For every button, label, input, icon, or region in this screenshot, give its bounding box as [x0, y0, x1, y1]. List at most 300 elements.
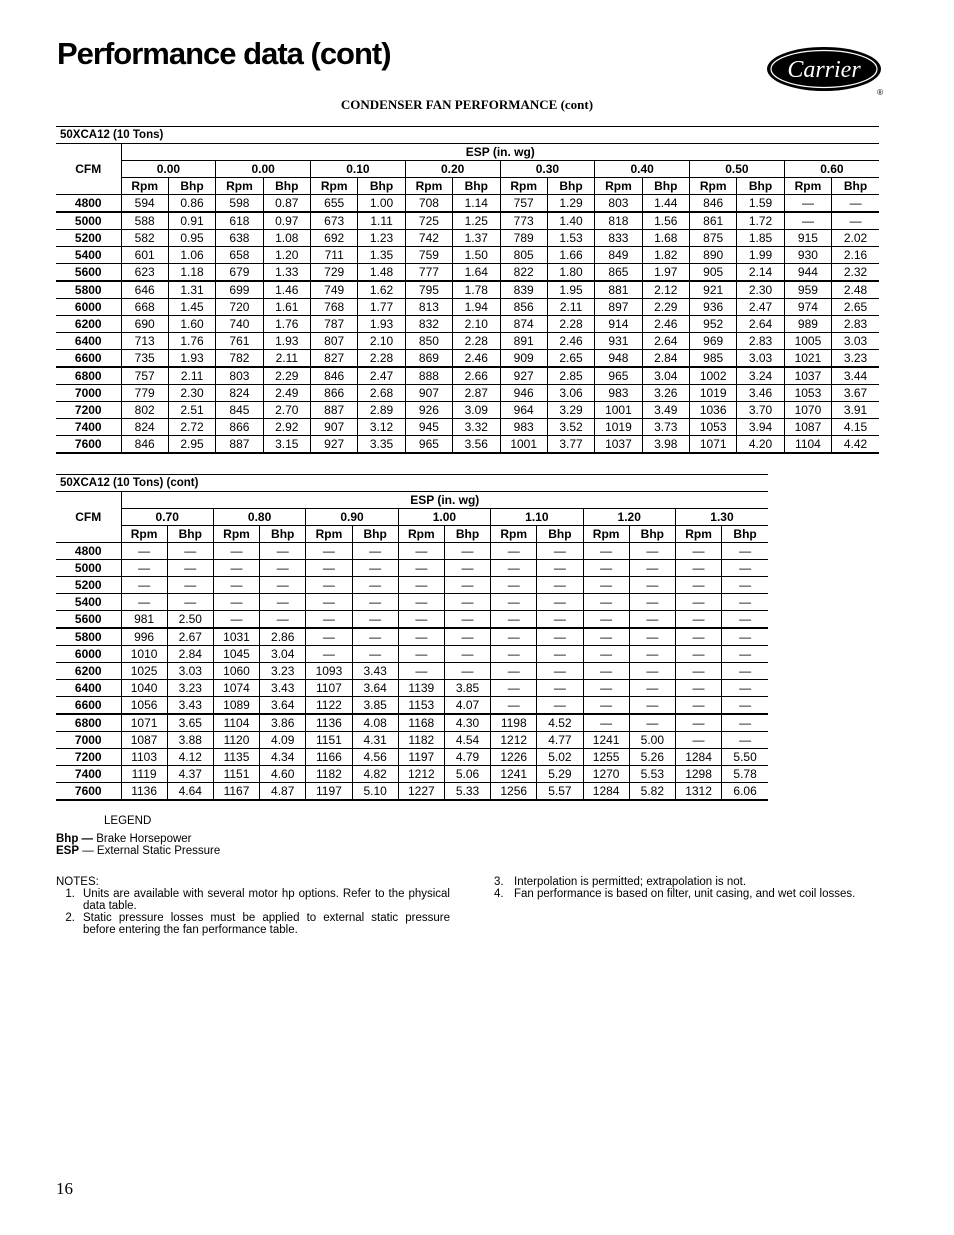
rpm-cell: —	[675, 714, 721, 732]
bhp-cell: 3.15	[263, 436, 310, 454]
bhp-cell: 2.68	[358, 385, 405, 402]
rpm-cell: 594	[121, 195, 168, 213]
bhp-cell: —	[352, 646, 398, 663]
rpm-cell: —	[675, 680, 721, 697]
rpm-cell: 959	[784, 281, 831, 299]
rpm-cell: 849	[595, 247, 642, 264]
esp-level: 0.40	[595, 161, 690, 178]
bhp-cell: 4.31	[352, 732, 398, 749]
rpm-cell: 759	[405, 247, 452, 264]
rpm-cell: —	[398, 646, 444, 663]
bhp-cell: —	[537, 560, 583, 577]
bhp-cell: —	[832, 195, 879, 213]
bhp-cell: —	[629, 646, 675, 663]
bhp-cell: —	[167, 543, 213, 560]
cfm-cell: 6800	[56, 714, 121, 732]
rpm-cell: 1040	[121, 680, 167, 697]
bhp-cell: —	[629, 543, 675, 560]
bhp-cell: 2.64	[737, 316, 784, 333]
rpm-cell: 945	[405, 419, 452, 436]
rpm-cell: 983	[500, 419, 547, 436]
rpm-cell: 729	[311, 264, 358, 282]
esp-level: 0.30	[500, 161, 595, 178]
bhp-cell: 2.14	[737, 264, 784, 282]
rpm-cell: 887	[311, 402, 358, 419]
rpm-cell: 983	[595, 385, 642, 402]
note-1: 1. Units are available with several motor hp options. Refer to the physical data table.	[65, 888, 450, 912]
cfm-cell: 6800	[56, 367, 121, 385]
bhp-cell: 1.31	[168, 281, 215, 299]
esp-level: 0.10	[311, 161, 406, 178]
cfm-cell: 5200	[56, 230, 121, 247]
bhp-cell: 3.29	[547, 402, 594, 419]
bhp-cell: 3.94	[737, 419, 784, 436]
rpm-cell: 1197	[306, 783, 352, 801]
bhp-cell: —	[629, 611, 675, 629]
rpm-cell: 1151	[306, 732, 352, 749]
bhp-cell: —	[444, 646, 490, 663]
rpm-cell: 673	[311, 212, 358, 230]
rpm-cell: —	[491, 628, 537, 646]
bhp-cell: 3.24	[737, 367, 784, 385]
rpm-cell: —	[583, 560, 629, 577]
bhp-cell: 3.32	[453, 419, 500, 436]
table-row	[56, 732, 768, 749]
rpm-cell: 1071	[121, 714, 167, 732]
bhp-cell: —	[260, 577, 306, 594]
rpm-header: Rpm	[500, 178, 547, 195]
rpm-cell: 1089	[213, 697, 259, 715]
rpm-cell: 1104	[784, 436, 831, 454]
bhp-cell: 1.60	[168, 316, 215, 333]
bhp-cell: —	[352, 543, 398, 560]
bhp-cell: 3.73	[642, 419, 689, 436]
bhp-cell: —	[444, 594, 490, 611]
rpm-cell: 866	[311, 385, 358, 402]
rpm-cell: 1001	[500, 436, 547, 454]
bhp-cell: —	[260, 543, 306, 560]
cfm-cell: 7200	[56, 749, 121, 766]
bhp-cell: —	[722, 628, 768, 646]
bhp-cell: 2.67	[167, 628, 213, 646]
bhp-cell: 3.03	[832, 333, 879, 350]
esp-level: 1.00	[398, 509, 490, 526]
bhp-cell: 2.28	[453, 333, 500, 350]
rpm-cell: —	[306, 560, 352, 577]
bhp-cell: —	[722, 577, 768, 594]
bhp-cell: 5.02	[537, 749, 583, 766]
rpm-cell: —	[675, 577, 721, 594]
esp-header: ESP (in. wg)	[121, 492, 768, 509]
bhp-cell: 0.97	[263, 212, 310, 230]
bhp-cell: 1.68	[642, 230, 689, 247]
rpm-cell: 623	[121, 264, 168, 282]
rpm-cell: 779	[121, 385, 168, 402]
table-row	[56, 402, 879, 419]
rpm-cell: 887	[216, 436, 263, 454]
rpm-cell: 692	[311, 230, 358, 247]
rpm-cell: —	[675, 543, 721, 560]
bhp-cell: 2.66	[453, 367, 500, 385]
table-row	[56, 333, 879, 350]
bhp-cell: 2.95	[168, 436, 215, 454]
bhp-cell: 3.06	[547, 385, 594, 402]
bhp-cell: 2.30	[737, 281, 784, 299]
bhp-cell: 5.57	[537, 783, 583, 801]
bhp-cell: 2.65	[832, 299, 879, 316]
bhp-cell: 1.56	[642, 212, 689, 230]
rpm-cell: 890	[690, 247, 737, 264]
rpm-cell: 981	[121, 611, 167, 629]
bhp-cell: 1.77	[358, 299, 405, 316]
rpm-cell: 598	[216, 195, 263, 213]
rpm-cell: 1010	[121, 646, 167, 663]
bhp-cell: 5.33	[444, 783, 490, 801]
rpm-cell: 1284	[583, 783, 629, 801]
bhp-cell: 3.43	[167, 697, 213, 715]
rpm-header: Rpm	[216, 178, 263, 195]
table-caption-row	[56, 127, 879, 144]
rpm-cell: —	[675, 611, 721, 629]
rpm-cell: 931	[595, 333, 642, 350]
table-row	[56, 195, 879, 213]
bhp-cell: 4.87	[260, 783, 306, 801]
rpm-cell: 845	[216, 402, 263, 419]
bhp-cell: 2.86	[260, 628, 306, 646]
bhp-cell: 2.46	[547, 333, 594, 350]
cfm-cell: 6400	[56, 680, 121, 697]
rpm-cell: 768	[311, 299, 358, 316]
legend	[56, 833, 220, 857]
bhp-cell: 2.10	[358, 333, 405, 350]
rpm-cell: —	[398, 594, 444, 611]
table-row	[56, 577, 768, 594]
bhp-cell: 1.66	[547, 247, 594, 264]
bhp-cell: 2.46	[642, 316, 689, 333]
bhp-cell: 2.32	[832, 264, 879, 282]
bhp-cell: 0.91	[168, 212, 215, 230]
bhp-cell: 5.50	[722, 749, 768, 766]
rpm-cell: 839	[500, 281, 547, 299]
bhp-cell: 1.93	[263, 333, 310, 350]
bhp-cell: 1.59	[737, 195, 784, 213]
rpm-cell: 713	[121, 333, 168, 350]
rpm-cell: 813	[405, 299, 452, 316]
rpm-cell: —	[583, 697, 629, 715]
rpm-cell: 927	[311, 436, 358, 454]
esp-level: 1.20	[583, 509, 675, 526]
rpm-cell: —	[675, 628, 721, 646]
bhp-cell: —	[167, 594, 213, 611]
rpm-cell: 874	[500, 316, 547, 333]
bhp-cell: —	[352, 611, 398, 629]
rpm-cell: 1136	[306, 714, 352, 732]
bhp-header: Bhp	[167, 526, 213, 543]
rpm-cell: 757	[500, 195, 547, 213]
bhp-cell: 3.03	[737, 350, 784, 368]
rpm-cell: 742	[405, 230, 452, 247]
bhp-header: Bhp	[832, 178, 879, 195]
cfm-cell: 7000	[56, 385, 121, 402]
rpm-cell: 773	[500, 212, 547, 230]
bhp-header: Bhp	[453, 178, 500, 195]
esp-header-row	[56, 492, 768, 509]
bhp-cell: 2.84	[167, 646, 213, 663]
bhp-cell: —	[629, 697, 675, 715]
rpm-cell: —	[306, 646, 352, 663]
rpm-cell: —	[213, 543, 259, 560]
bhp-cell: —	[537, 628, 583, 646]
rpm-cell: 891	[500, 333, 547, 350]
bhp-cell: 4.08	[352, 714, 398, 732]
rpm-cell: 1151	[213, 766, 259, 783]
bhp-cell: 3.70	[737, 402, 784, 419]
rpm-cell: 1139	[398, 680, 444, 697]
bhp-cell: 2.28	[547, 316, 594, 333]
rpm-cell: —	[491, 577, 537, 594]
bhp-cell: —	[537, 663, 583, 680]
bhp-cell: 4.42	[832, 436, 879, 454]
bhp-cell: 3.23	[832, 350, 879, 368]
page-number: 16	[56, 1179, 73, 1198]
rpm-cell: —	[583, 714, 629, 732]
esp-level: 0.00	[121, 161, 216, 178]
bhp-cell: 4.64	[167, 783, 213, 801]
cfm-cell: 4800	[56, 543, 121, 560]
cfm-cell: 5400	[56, 594, 121, 611]
notes-title: NOTES:	[56, 876, 99, 888]
bhp-cell: 3.67	[832, 385, 879, 402]
rpm-cell: 1167	[213, 783, 259, 801]
cfm-cell: 5000	[56, 560, 121, 577]
bhp-cell: —	[260, 560, 306, 577]
table-row	[56, 230, 879, 247]
bhp-cell: 2.10	[453, 316, 500, 333]
table-row	[56, 697, 768, 715]
cfm-cell: 5200	[56, 577, 121, 594]
bhp-cell: 2.87	[453, 385, 500, 402]
cfm-cell: 6600	[56, 697, 121, 715]
bhp-cell: —	[537, 697, 583, 715]
rpm-cell: —	[121, 577, 167, 594]
rpm-cell: 948	[595, 350, 642, 368]
bhp-cell: 2.12	[642, 281, 689, 299]
bhp-cell: —	[722, 560, 768, 577]
cfm-cell: 5600	[56, 264, 121, 282]
cfm-header: CFM	[56, 144, 121, 195]
bhp-cell: 1.61	[263, 299, 310, 316]
bhp-header: Bhp	[737, 178, 784, 195]
bhp-header: Bhp	[444, 526, 490, 543]
rpm-cell: 757	[121, 367, 168, 385]
table-caption: 50XCA12 (10 Tons) (cont)	[56, 475, 768, 492]
bhp-cell: —	[722, 714, 768, 732]
rpm-cell: 720	[216, 299, 263, 316]
rpm-cell: —	[784, 195, 831, 213]
bhp-cell: 3.98	[642, 436, 689, 454]
esp-level: 0.60	[784, 161, 879, 178]
bhp-cell: 2.70	[263, 402, 310, 419]
bhp-cell: —	[722, 594, 768, 611]
rpm-cell: 749	[311, 281, 358, 299]
rpm-cell: —	[491, 646, 537, 663]
rpm-cell: 725	[405, 212, 452, 230]
bhp-cell: 1.33	[263, 264, 310, 282]
cfm-cell: 7600	[56, 783, 121, 801]
bhp-cell: —	[629, 577, 675, 594]
bhp-cell: 1.64	[453, 264, 500, 282]
table-row	[56, 316, 879, 333]
rpm-cell: —	[121, 594, 167, 611]
rpm-cell: 850	[405, 333, 452, 350]
bhp-cell: 1.95	[547, 281, 594, 299]
rpm-cell: 777	[405, 264, 452, 282]
bhp-cell: 1.45	[168, 299, 215, 316]
bhp-cell: 2.49	[263, 385, 310, 402]
bhp-cell: —	[444, 663, 490, 680]
bhp-cell: 2.92	[263, 419, 310, 436]
rpm-cell: 1074	[213, 680, 259, 697]
rpm-cell: 965	[595, 367, 642, 385]
bhp-cell: —	[352, 628, 398, 646]
bhp-cell: 3.52	[547, 419, 594, 436]
rpm-cell: 944	[784, 264, 831, 282]
rpm-cell: 1002	[690, 367, 737, 385]
bhp-cell: 5.29	[537, 766, 583, 783]
bhp-cell: —	[260, 611, 306, 629]
bhp-cell: 3.03	[167, 663, 213, 680]
rpm-cell: 915	[784, 230, 831, 247]
rpm-cell: 1298	[675, 766, 721, 783]
table-row	[56, 663, 768, 680]
rpm-cell: —	[583, 663, 629, 680]
bhp-cell: 5.82	[629, 783, 675, 801]
bhp-cell: 5.26	[629, 749, 675, 766]
rpm-cell: 1025	[121, 663, 167, 680]
rpm-cell: 946	[500, 385, 547, 402]
bhp-cell: —	[629, 560, 675, 577]
fan-performance-table-2	[56, 474, 768, 801]
rpm-cell: 708	[405, 195, 452, 213]
rpm-cell: 1087	[784, 419, 831, 436]
rpm-cell: —	[398, 663, 444, 680]
bhp-header: Bhp	[629, 526, 675, 543]
table-caption-row	[56, 475, 768, 492]
rpm-cell: 907	[311, 419, 358, 436]
rpm-cell: —	[583, 680, 629, 697]
rpm-cell: —	[306, 577, 352, 594]
legend-item-bhp: Bhp — Brake Horsepower	[56, 833, 192, 845]
rpm-cell: 822	[500, 264, 547, 282]
rpm-cell: —	[491, 697, 537, 715]
rpm-cell: 856	[500, 299, 547, 316]
rpm-cell: 1241	[583, 732, 629, 749]
table-row	[56, 611, 768, 629]
bhp-cell: —	[167, 560, 213, 577]
rpm-cell: 807	[311, 333, 358, 350]
bhp-cell: 1.11	[358, 212, 405, 230]
sub-header-row	[56, 178, 879, 195]
bhp-cell: 4.56	[352, 749, 398, 766]
rpm-cell: 1212	[398, 766, 444, 783]
table-row	[56, 385, 879, 402]
bhp-cell: 2.85	[547, 367, 594, 385]
rpm-cell: 909	[500, 350, 547, 368]
bhp-cell: —	[537, 577, 583, 594]
bhp-cell: 1.29	[547, 195, 594, 213]
bhp-cell: 1.50	[453, 247, 500, 264]
rpm-cell: —	[583, 577, 629, 594]
bhp-cell: 2.29	[642, 299, 689, 316]
rpm-cell: —	[491, 543, 537, 560]
bhp-cell: 4.52	[537, 714, 583, 732]
bhp-cell: —	[722, 697, 768, 715]
bhp-cell: 4.34	[260, 749, 306, 766]
bhp-cell: 4.79	[444, 749, 490, 766]
bhp-cell: —	[444, 628, 490, 646]
esp-level: 0.90	[306, 509, 398, 526]
bhp-cell: —	[629, 628, 675, 646]
bhp-cell: 1.44	[642, 195, 689, 213]
esp-header: ESP (in. wg)	[121, 144, 879, 161]
rpm-header: Rpm	[491, 526, 537, 543]
table-row	[56, 350, 879, 368]
rpm-cell: 1226	[491, 749, 537, 766]
bhp-cell: —	[537, 594, 583, 611]
cfm-cell: 4800	[56, 195, 121, 213]
cfm-cell: 7600	[56, 436, 121, 454]
table-row	[56, 714, 768, 732]
rpm-cell: 881	[595, 281, 642, 299]
rpm-cell: —	[675, 560, 721, 577]
rpm-cell: —	[583, 611, 629, 629]
cfm-cell: 6600	[56, 350, 121, 368]
bhp-cell: 1.80	[547, 264, 594, 282]
legend-title: LEGEND	[104, 815, 152, 827]
table-row	[56, 628, 768, 646]
esp-level-row	[56, 161, 879, 178]
bhp-cell: 3.46	[737, 385, 784, 402]
bhp-cell: 1.23	[358, 230, 405, 247]
bhp-cell: —	[537, 543, 583, 560]
cfm-cell: 5400	[56, 247, 121, 264]
bhp-cell: 3.77	[547, 436, 594, 454]
rpm-cell: 1104	[213, 714, 259, 732]
rpm-cell: 1197	[398, 749, 444, 766]
rpm-header: Rpm	[213, 526, 259, 543]
bhp-cell: 1.93	[358, 316, 405, 333]
rpm-cell: 803	[595, 195, 642, 213]
table-row	[56, 783, 768, 801]
rpm-cell: —	[213, 577, 259, 594]
bhp-cell: —	[722, 646, 768, 663]
bhp-cell: 3.23	[260, 663, 306, 680]
bhp-cell: —	[444, 577, 490, 594]
bhp-cell: —	[722, 680, 768, 697]
bhp-cell: 2.11	[547, 299, 594, 316]
cfm-cell: 7200	[56, 402, 121, 419]
rpm-cell: —	[213, 594, 259, 611]
rpm-cell: 989	[784, 316, 831, 333]
esp-level-row	[56, 509, 768, 526]
rpm-header: Rpm	[405, 178, 452, 195]
rpm-cell: 803	[216, 367, 263, 385]
bhp-cell: 1.46	[263, 281, 310, 299]
rpm-cell: 1093	[306, 663, 352, 680]
rpm-cell: 875	[690, 230, 737, 247]
rpm-cell: —	[583, 543, 629, 560]
bhp-cell: 2.51	[168, 402, 215, 419]
